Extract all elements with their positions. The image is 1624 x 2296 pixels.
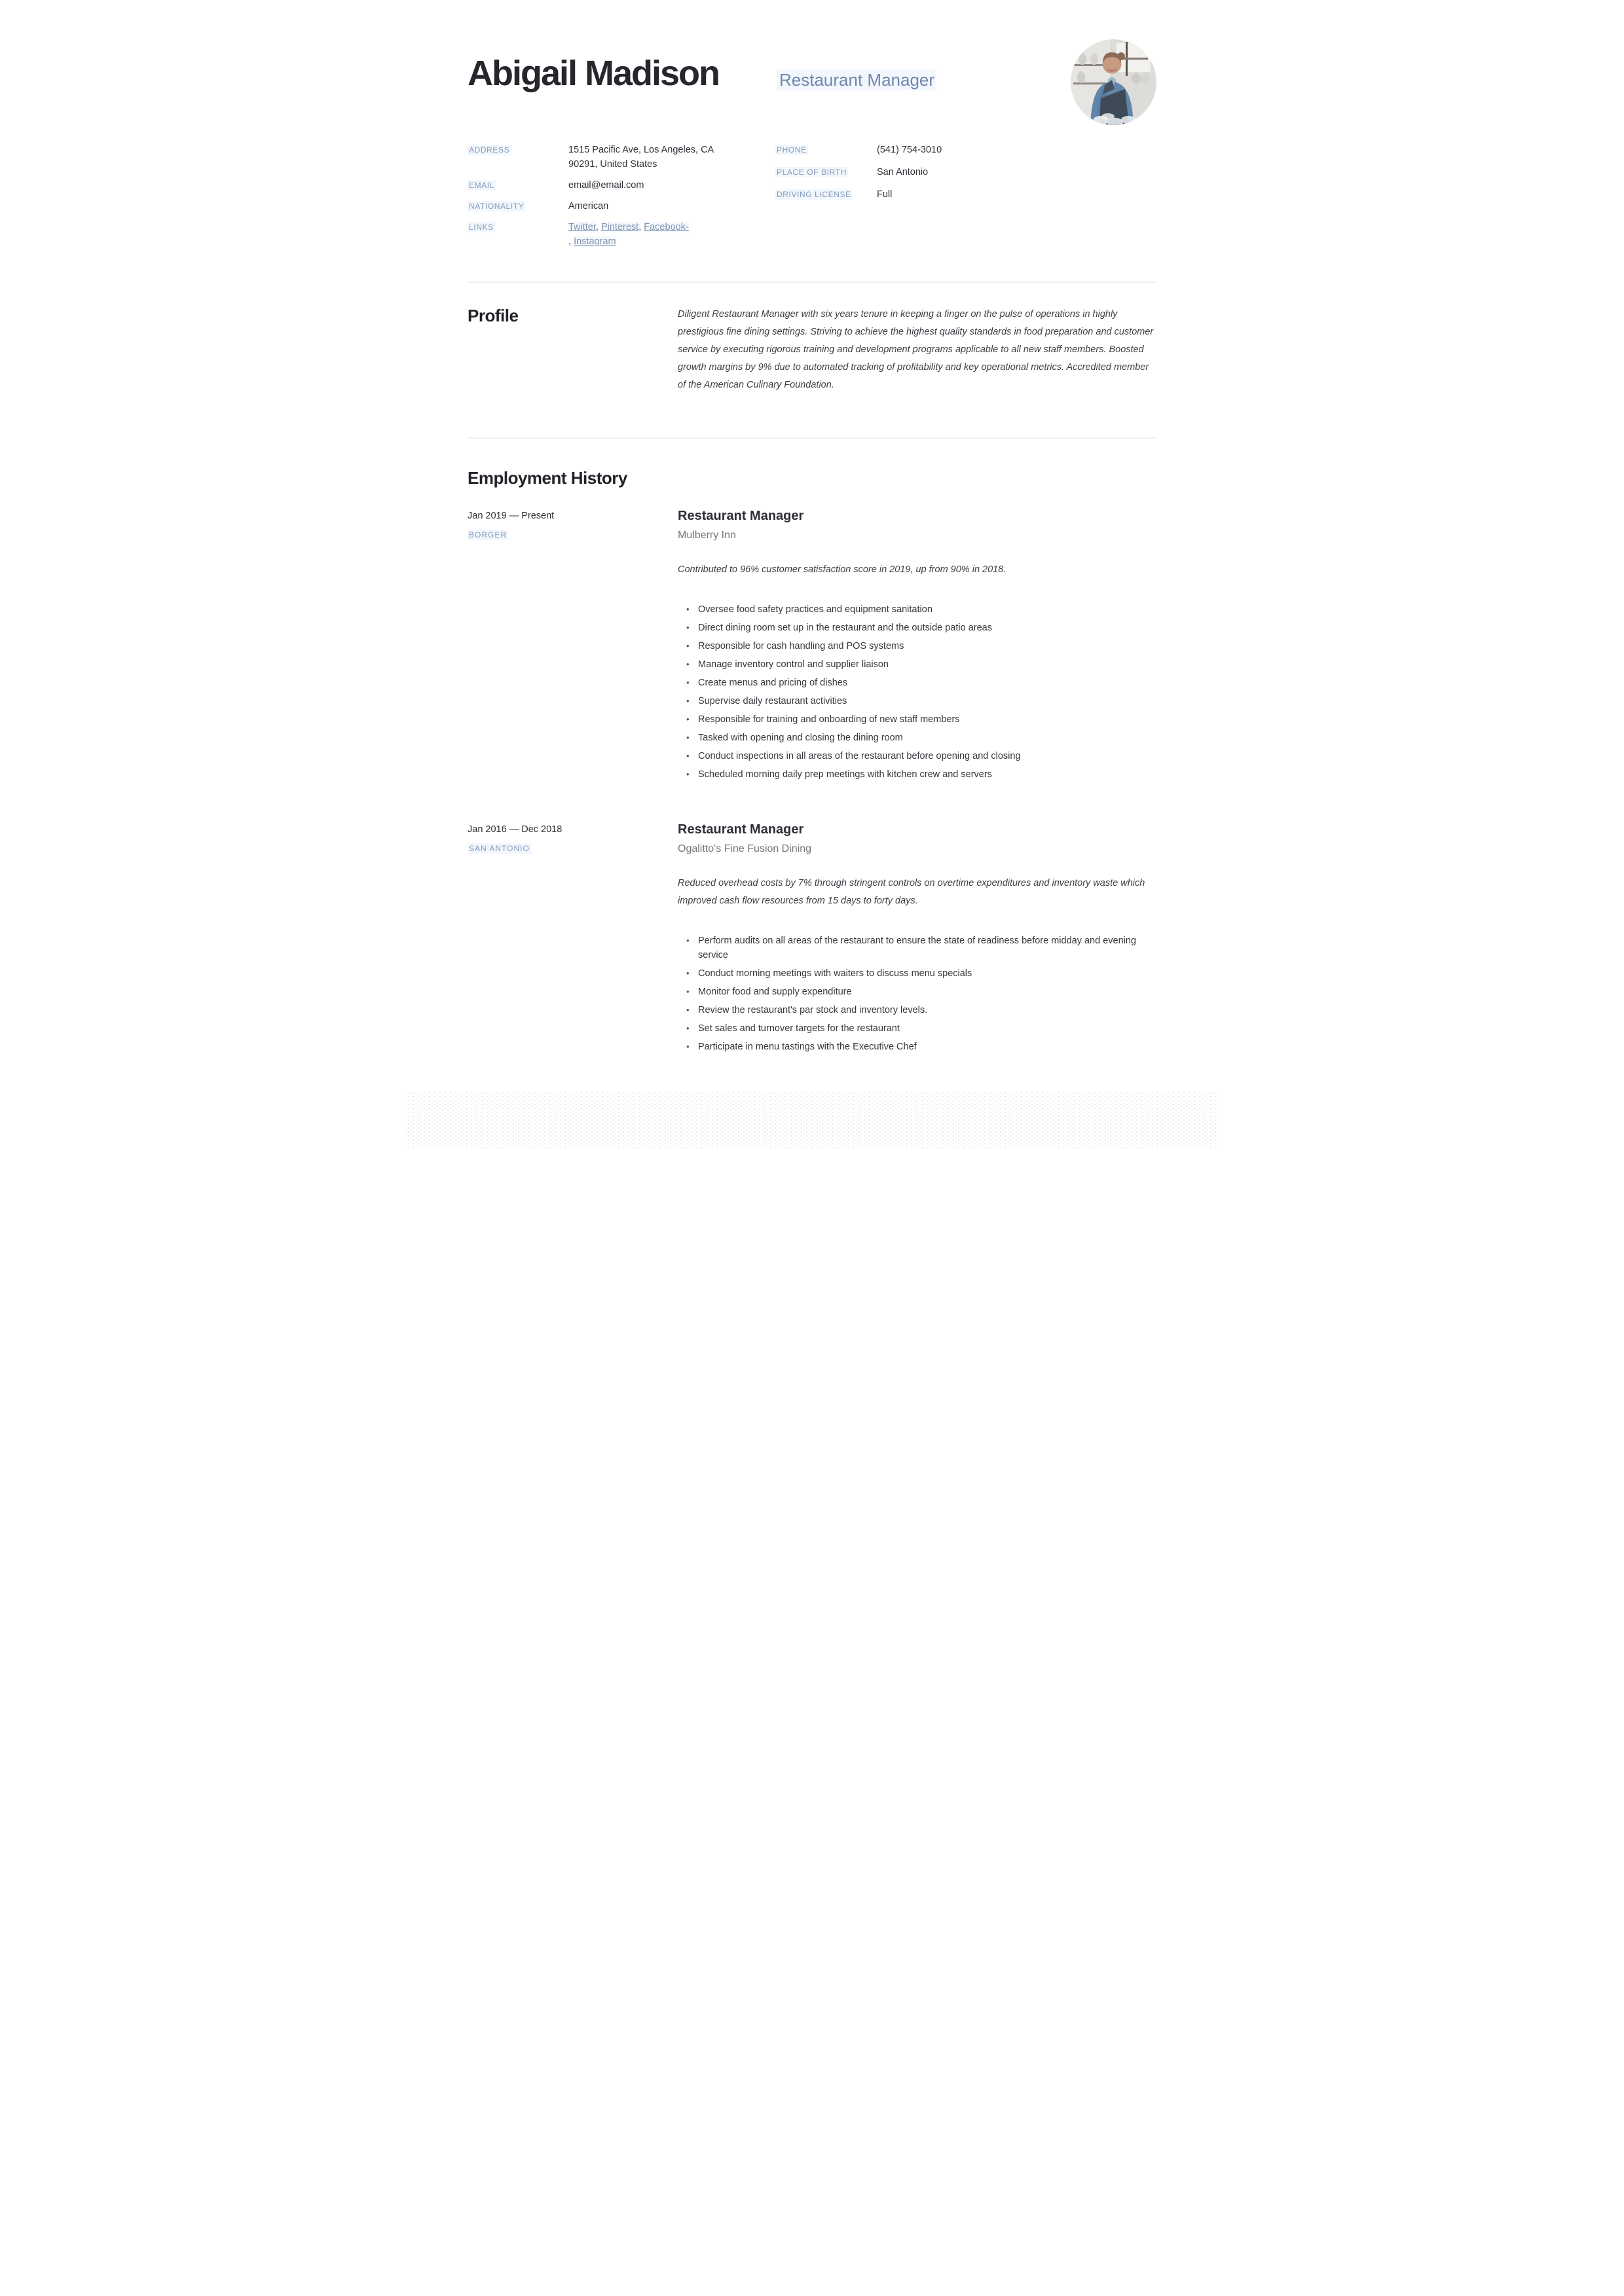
contact-left-column [468,143,775,249]
twitter-link[interactable]: Twitter [568,222,596,232]
links-label: LINKS [469,223,494,232]
pinterest-link[interactable]: Pinterest [600,222,639,232]
job-role: Restaurant Manager [678,509,804,523]
links-line-1: Twitter, Pinterest, Facebook- [568,222,689,232]
job-summary: Reduced overhead costs by 7% through stringent controls on overtime expenditures and inventory waste which improved cash flow resources from 15 days to forty days. [678,878,1145,906]
job-summary: Contributed to 96% customer satisfaction score in 2019, up from 90% in 2018. [678,564,1006,575]
contact-details [468,143,1156,249]
email-label: EMAIL [469,181,495,190]
job-bullet: • Perform audits on all areas of the restaurant to ensure the state of readiness before midday and evening service [678,934,1156,962]
job-company: Ogalitto's Fine Fusion Dining [678,843,812,854]
job-date: Jan 2019 — Present [468,511,555,521]
address-label: ADDRESS [469,145,510,155]
phone-label: PHONE [777,145,807,155]
job-entry-ogalittos [468,821,1156,1058]
profile-photo-illustration [1071,39,1156,125]
profile-text: Diligent Restaurant Manager with six years tenure in keeping a finger on the pulse of operations in highly prestigious fine dining settings. Striving to achieve the highest quality standards in food preparation and customer service by executing rigorous training and development programs applicable to all new staff members. Boosted growth margins by 9% due to automated tracking of profitability and key operational metrics. Accredited member of the American Culinary Foundation. [678,309,1154,390]
driving-license-label: DRIVING LICENSE [777,190,851,199]
resume-page [406,0,1218,1148]
job-bullet-list [678,934,1156,1054]
employment-section [468,468,1156,1058]
job-date: Jan 2016 — Dec 2018 [468,824,563,835]
job-bullet: • Supervise daily restaurant activities [678,694,1156,708]
job-bullet: • Participate in menu tastings with the Executive Chef [678,1040,1156,1054]
nationality-label: NATIONALITY [469,202,525,211]
job-bullet: • Oversee food safety practices and equipment sanitation [678,602,1156,617]
job-bullet: • Create menus and pricing of dishes [678,676,1156,690]
links-value [568,220,775,249]
job-bullet: • Conduct morning meetings with waiters to discuss menu specials [678,966,1156,981]
job-bullet: • Responsible for training and onboarding of new staff members [678,712,1156,727]
job-bullet: • Conduct inspections in all areas of the restaurant before opening and closing [678,749,1156,763]
driving-license-value: Full [877,189,893,200]
job-bullet: • Scheduled morning daily prep meetings with kitchen crew and servers [678,767,1156,782]
job-bullet: • Manage inventory control and supplier liaison [678,657,1156,672]
job-title-subtitle[interactable]: Restaurant Manager [777,69,936,90]
address-value: 1515 Pacific Ave, Los Angeles, CA 90291, United States [568,145,714,170]
job-bullet: • Direct dining room set up in the restaurant and the outside patio areas [678,621,1156,635]
employment-heading: Employment History [468,468,627,488]
nationality-value: American [568,201,609,211]
job-meta [468,507,678,786]
job-location: BORGER [469,530,507,539]
job-bullet: • Responsible for cash handling and POS systems [678,639,1156,653]
job-body [678,821,1156,1058]
job-list [468,488,1156,1058]
job-bullet: • Monitor food and supply expenditure [678,985,1156,999]
instagram-link[interactable]: Instagram [574,236,616,247]
place-of-birth-label: PLACE OF BIRTH [777,168,847,177]
job-role: Restaurant Manager [678,822,804,837]
job-entry-mulberry-inn [468,507,1156,786]
email-value: email@email.com [568,180,644,191]
job-location: SAN ANTONIO [469,844,530,853]
avatar[interactable] [1071,39,1156,125]
job-body [678,507,1156,786]
profile-heading: Profile [468,306,519,325]
phone-value: (541) 754-3010 [877,145,942,155]
job-bullet: • Review the restaurant's par stock and inventory levels. [678,1003,1156,1017]
page-title: Abigail Madison [468,54,720,93]
facebook-link[interactable]: Facebook- [644,222,689,232]
section-divider [468,282,1156,283]
section-divider [468,437,1156,439]
contact-right-column [775,143,1156,249]
job-meta [468,821,678,1058]
place-of-birth-value: San Antonio [877,167,929,177]
resume-header [468,0,1156,143]
page-end-dot-pattern [406,1091,1218,1148]
links-line-2: , Instagram [568,236,616,247]
job-bullet: • Tasked with opening and closing the dining room [678,731,1156,745]
job-bullet-list [678,602,1156,782]
profile-section [468,306,1156,394]
job-company: Mulberry Inn [678,530,736,541]
job-bullet: • Set sales and turnover targets for the restaurant [678,1021,1156,1036]
